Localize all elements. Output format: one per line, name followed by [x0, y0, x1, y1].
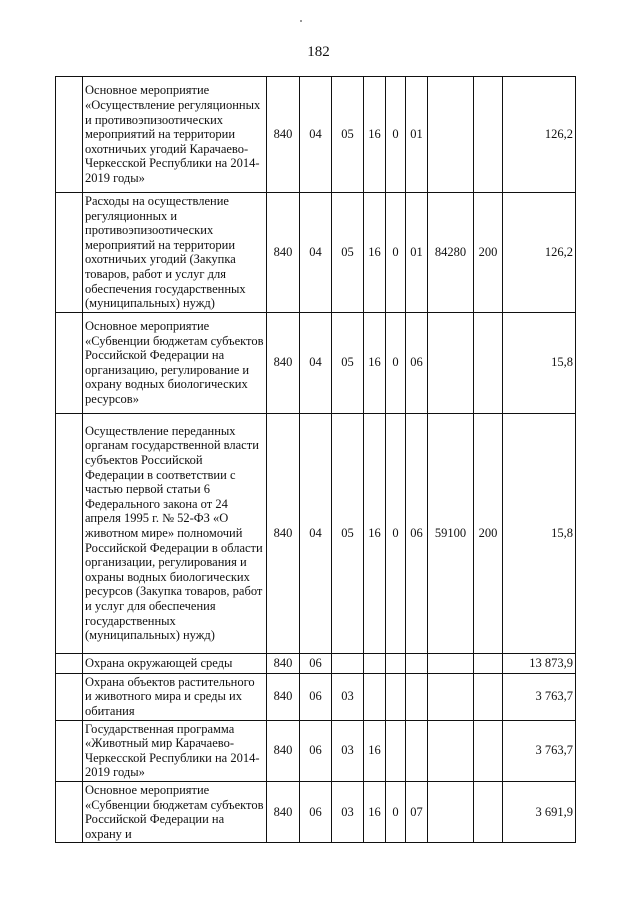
expense-type-cell — [474, 77, 503, 193]
item-name-cell: Осуществление переданных органам государственной власти субъектов Российской Федерации в соответствии с частью первой статьи 6 Федерального закона от 24 апреля 1995 г. № 52-ФЗ «О животном мире» полномочий Российской Федерации в области организации, регулирования и охраны водных биологических ресурсов (Закупка товаров, работ и услуг для обеспечения государственных (муниципальных) нужд) — [83, 413, 267, 653]
expense-type-cell — [474, 781, 503, 842]
program-code-cell: 16 — [364, 781, 386, 842]
direction-code-cell: 59100 — [428, 413, 474, 653]
subprogram-code-cell: 0 — [386, 781, 406, 842]
subprogram-code-cell: 0 — [386, 193, 406, 313]
activity-code-cell: 01 — [406, 193, 428, 313]
section-code-cell: 04 — [300, 77, 332, 193]
ministry-code-cell: 840 — [267, 720, 300, 781]
program-code-cell — [364, 653, 386, 673]
section-code-cell: 04 — [300, 312, 332, 413]
row-number-cell — [56, 413, 83, 653]
item-name-cell: Расходы на осуществление регуляционных и противоэпизоотических мероприятий на территории охотничьих угодий (Закупка товаров, работ и услуг для обеспечения государственных (муниципальных) нужд) — [83, 193, 267, 313]
expense-type-cell — [474, 673, 503, 720]
program-code-cell: 16 — [364, 312, 386, 413]
section-code-cell: 06 — [300, 781, 332, 842]
row-number-cell — [56, 720, 83, 781]
program-code-cell: 16 — [364, 720, 386, 781]
section-code-cell: 04 — [300, 193, 332, 313]
subprogram-code-cell — [386, 673, 406, 720]
subsection-code-cell: 03 — [332, 720, 364, 781]
direction-code-cell — [428, 653, 474, 673]
subprogram-code-cell — [386, 720, 406, 781]
table-row — [56, 720, 576, 781]
table-row — [56, 77, 576, 193]
row-number-cell — [56, 312, 83, 413]
direction-code-cell — [428, 720, 474, 781]
ministry-code-cell: 840 — [267, 193, 300, 313]
expense-type-cell: 200 — [474, 413, 503, 653]
expense-type-cell — [474, 312, 503, 413]
subsection-code-cell: 05 — [332, 193, 364, 313]
item-name-cell: Основное мероприятие «Субвенции бюджетам субъектов Российской Федерации на организацию, регулирование и охрану водных биологических ресурсов» — [83, 312, 267, 413]
amount-cell: 15,8 — [503, 413, 576, 653]
activity-code-cell: 07 — [406, 781, 428, 842]
amount-cell: 126,2 — [503, 77, 576, 193]
amount-cell: 3 763,7 — [503, 720, 576, 781]
subprogram-code-cell — [386, 653, 406, 673]
table-row — [56, 413, 576, 653]
expense-type-cell — [474, 653, 503, 673]
subsection-code-cell — [332, 653, 364, 673]
amount-cell: 13 873,9 — [503, 653, 576, 673]
subprogram-code-cell: 0 — [386, 77, 406, 193]
amount-cell: 3 691,9 — [503, 781, 576, 842]
table-row — [56, 193, 576, 313]
subsection-code-cell: 05 — [332, 312, 364, 413]
expense-type-cell — [474, 720, 503, 781]
direction-code-cell — [428, 312, 474, 413]
activity-code-cell: 06 — [406, 413, 428, 653]
section-code-cell: 06 — [300, 673, 332, 720]
section-code-cell: 06 — [300, 720, 332, 781]
activity-code-cell — [406, 720, 428, 781]
program-code-cell: 16 — [364, 413, 386, 653]
budget-table — [55, 76, 576, 843]
expense-type-cell: 200 — [474, 193, 503, 313]
item-name-cell: Государственная программа «Животный мир Карачаево-Черкесской Республики на 2014-2019 годы» — [83, 720, 267, 781]
scan-speck — [300, 20, 302, 22]
ministry-code-cell: 840 — [267, 77, 300, 193]
program-code-cell: 16 — [364, 193, 386, 313]
activity-code-cell — [406, 673, 428, 720]
table-row — [56, 781, 576, 842]
program-code-cell: 16 — [364, 77, 386, 193]
table-row — [56, 312, 576, 413]
section-code-cell: 06 — [300, 653, 332, 673]
amount-cell: 3 763,7 — [503, 673, 576, 720]
ministry-code-cell: 840 — [267, 312, 300, 413]
row-number-cell — [56, 781, 83, 842]
subsection-code-cell: 05 — [332, 413, 364, 653]
table-row — [56, 653, 576, 673]
subprogram-code-cell: 0 — [386, 312, 406, 413]
direction-code-cell: 84280 — [428, 193, 474, 313]
direction-code-cell — [428, 673, 474, 720]
subsection-code-cell: 03 — [332, 781, 364, 842]
activity-code-cell: 01 — [406, 77, 428, 193]
amount-cell: 15,8 — [503, 312, 576, 413]
subsection-code-cell: 03 — [332, 673, 364, 720]
direction-code-cell — [428, 77, 474, 193]
row-number-cell — [56, 193, 83, 313]
row-number-cell — [56, 673, 83, 720]
item-name-cell: Основное мероприятие «Осуществление регуляционных и противоэпизоотических мероприятий на территории охотничьих угодий Карачаево-Черкесской Республики на 2014-2019 годы» — [83, 77, 267, 193]
item-name-cell: Основное мероприятие «Субвенции бюджетам субъектов Российской Федерации на охрану и — [83, 781, 267, 842]
amount-cell: 126,2 — [503, 193, 576, 313]
item-name-cell: Охрана объектов растительного и животного мира и среды их обитания — [83, 673, 267, 720]
subprogram-code-cell: 0 — [386, 413, 406, 653]
table-body — [56, 77, 576, 843]
activity-code-cell: 06 — [406, 312, 428, 413]
table-row — [56, 673, 576, 720]
item-name-cell: Охрана окружающей среды — [83, 653, 267, 673]
ministry-code-cell: 840 — [267, 653, 300, 673]
row-number-cell — [56, 77, 83, 193]
page-number: 182 — [307, 44, 330, 60]
section-code-cell: 04 — [300, 413, 332, 653]
subsection-code-cell: 05 — [332, 77, 364, 193]
ministry-code-cell: 840 — [267, 673, 300, 720]
row-number-cell — [56, 653, 83, 673]
ministry-code-cell: 840 — [267, 413, 300, 653]
activity-code-cell — [406, 653, 428, 673]
ministry-code-cell: 840 — [267, 781, 300, 842]
direction-code-cell — [428, 781, 474, 842]
program-code-cell — [364, 673, 386, 720]
